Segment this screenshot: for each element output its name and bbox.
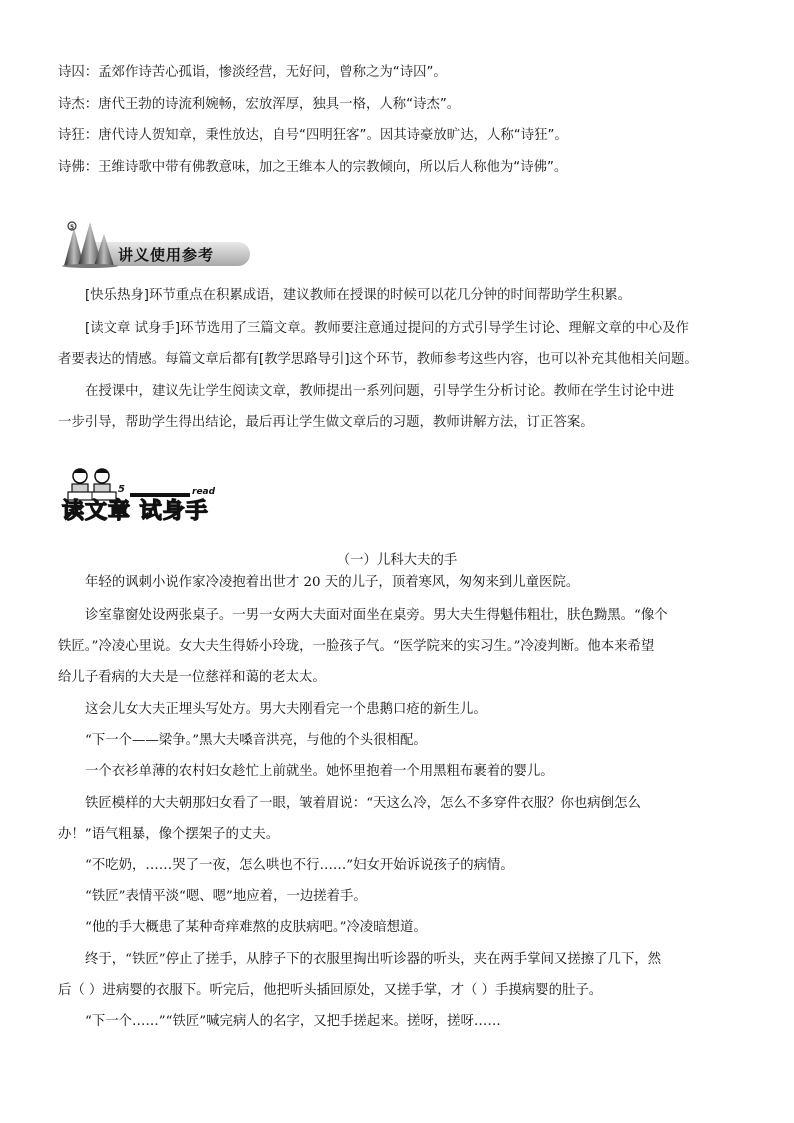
story-line-12: “他的手大概患了某种奇痒难熬的皮肤病吧。”冷凌暗想道。 <box>85 920 427 935</box>
cones-icon <box>60 220 122 268</box>
story-line-15: “下一个……”“铁匠”喊完病人的名字，又把手搓起来。搓呀，搓呀…… <box>85 1014 501 1029</box>
read-label: read <box>192 487 216 497</box>
section-banner-reading <box>60 466 240 524</box>
story-line-9: 办！”语气粗暴，像个摆架子的丈夫。 <box>58 827 280 842</box>
svg-text:5: 5 <box>70 224 75 231</box>
story-line-1: 年轻的讽刺小说作家冷凌抱着出世才 20 天的儿子，顶着寒风，匆匆来到儿童医院。 <box>85 575 580 590</box>
story-line-7: 一个衣衫单薄的农村妇女趁忙上前就坐。她怀里抱着一个用黑粗布裹着的婴儿。 <box>85 764 554 779</box>
story-line-14: 后（ ）进病婴的衣服下。听完后，他把听头插回原处，又搓手掌，才（ ）手摸病婴的肚子。 <box>58 983 603 998</box>
story-line-4: 给儿子看病的大夫是一位慈祥和蔼的老太太。 <box>58 670 326 685</box>
poet-line-4: 诗佛：王维诗歌中带有佛教意味，加之王维本人的宗教倾向，所以后人称他为“诗佛”。 <box>58 160 568 175</box>
story-title: （一）儿科大夫的手 <box>336 553 458 568</box>
story-line-6: “下一个——梁争。”黑大夫嗓音洪亮，与他的个头很相配。 <box>85 733 427 748</box>
story-line-8: 铁匠模样的大夫朝那妇女看了一眼，皱着眉说：“天这么冷，怎么不多穿件衣服？你也病倒怎么 <box>85 796 641 811</box>
poet-line-1: 诗囚：孟郊作诗苦心孤诣，惨淡经营，无好问，曾称之为“诗囚”。 <box>58 65 447 80</box>
story-line-2: 诊室靠窗处设两张桌子。一男一女两大夫面对面坐在桌旁。男大夫生得魁伟粗壮，肤色黝黑。“像个 <box>85 608 668 623</box>
story-line-13: 终于，“铁匠”停止了搓手，从脖子下的衣服里掏出听诊器的听头，夹在两手掌间又搓擦了几下，然 <box>85 952 662 967</box>
section-title: 读文章 试身手 <box>62 499 209 524</box>
story-line-11: “铁匠”表情平淡“嗯、嗯”地应着，一边搓着手。 <box>85 889 367 904</box>
notes-line-4: 在授课中，建议先让学生阅读文章，教师提出一系列问题，引导学生分析讨论。教师在学生讨论中进 <box>85 384 675 399</box>
story-line-10: “不吃奶，……哭了一夜，怎么哄也不行……”妇女开始诉说孩子的病情。 <box>85 858 514 873</box>
section-title: 讲义使用参考 <box>118 246 215 264</box>
notes-line-5: 一步引导，帮助学生得出结论，最后再让学生做文章后的习题，教师讲解方法，订正答案。 <box>58 415 594 430</box>
story-line-5: 这会儿女大夫正埋头写处方。男大夫刚看完一个患鹅口疮的新生儿。 <box>85 702 487 717</box>
section-banner-teaching-notes <box>60 220 250 268</box>
notes-line-1: [快乐热身]环节重点在积累成语，建议教师在授课的时候可以花几分钟的时间帮助学生积累。 <box>85 288 632 303</box>
poet-line-2: 诗杰：唐代王勃的诗流利婉畅，宏放浑厚，独具一格，人称“诗杰”。 <box>58 97 461 112</box>
notes-line-2: [读文章 试身手]环节选用了三篇文章。教师要注意通过提问的方式引导学生讨论、理解文章的中心及作 <box>85 321 689 336</box>
notes-line-3: 者要表达的情感。每篇文章后都有[教学思路导引]这个环节，教师参考这些内容，也可以补充其他相关问题。 <box>58 352 698 367</box>
section-number: 5 <box>118 484 125 495</box>
story-line-3: 铁匠。”冷凌心里说。女大夫生得娇小玲珑，一脸孩子气。“医学院来的实习生。”冷凌判断。他本来希望 <box>58 639 655 654</box>
poet-line-3: 诗狂：唐代诗人贺知章，秉性放达，自号“四明狂客”。因其诗豪放旷达，人称“诗狂”。 <box>58 128 568 143</box>
